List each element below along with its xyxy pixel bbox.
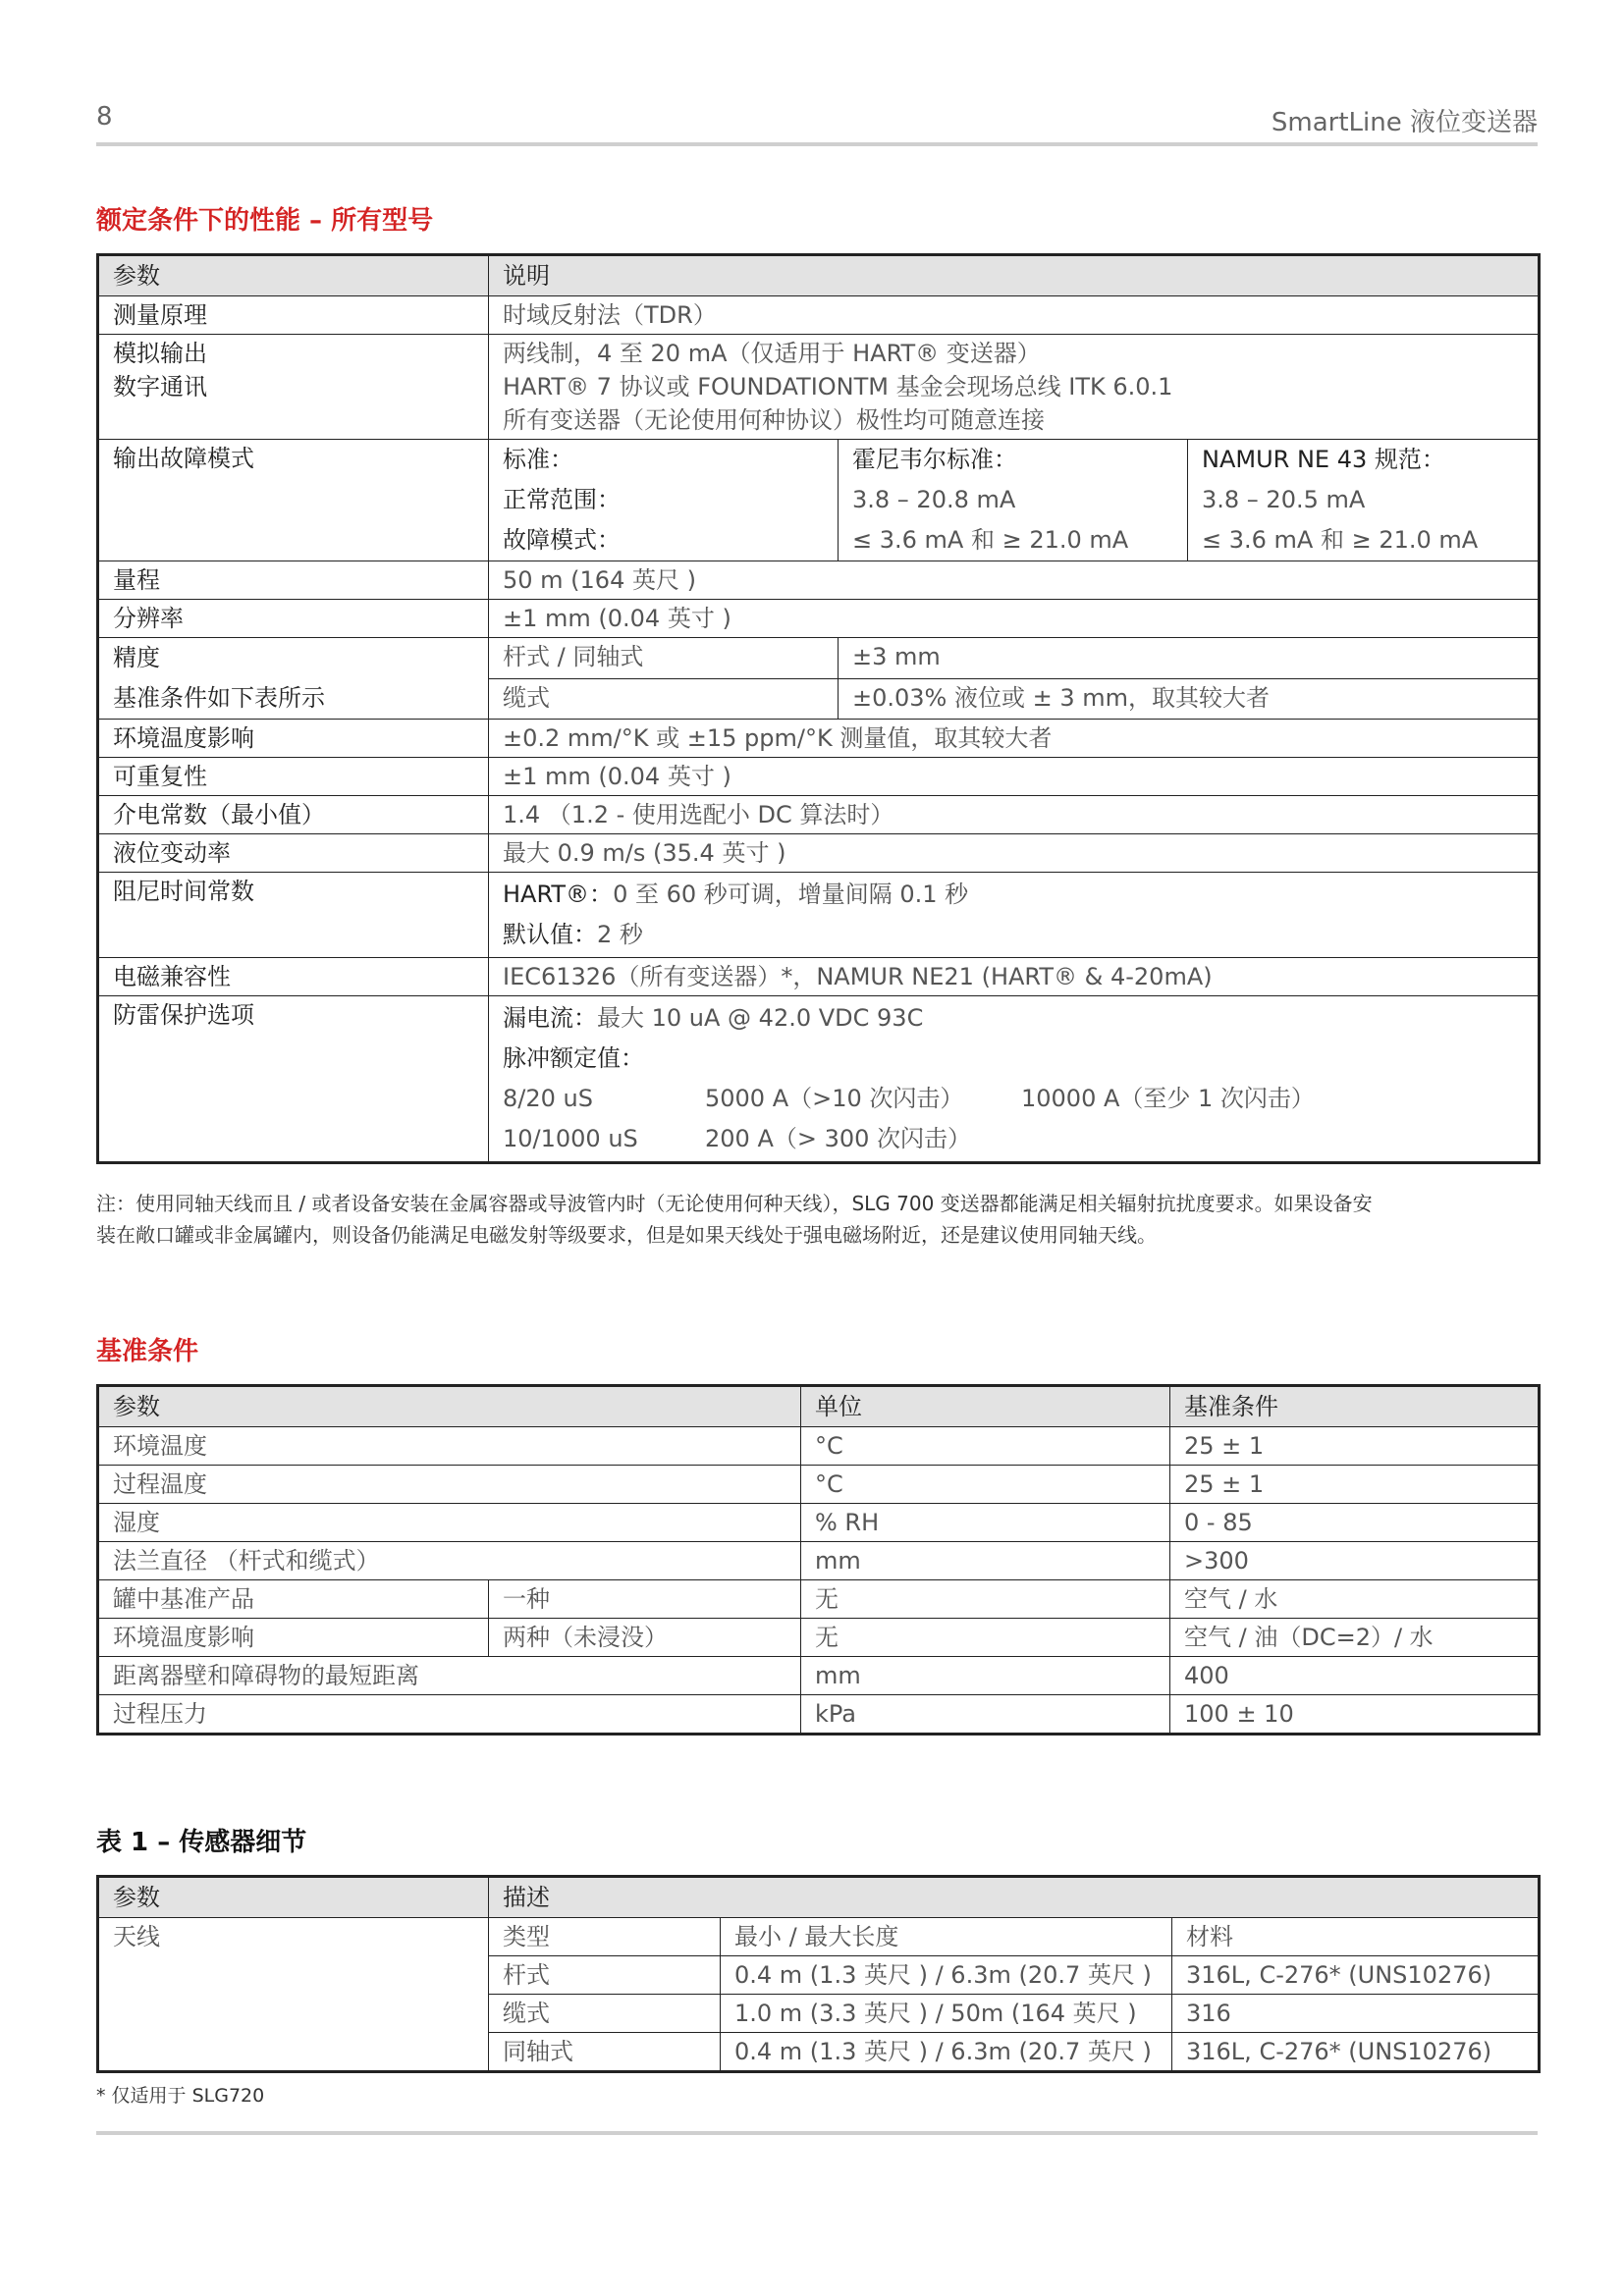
type-cell: 同轴式 <box>489 2033 721 2072</box>
row-value: 最大 0.9 m/s (35.4 英寸 ) <box>489 834 1540 873</box>
row-value <box>489 873 1540 958</box>
value-key: 默认值： <box>503 921 597 948</box>
header-param: 参数 <box>98 255 489 296</box>
value-line <box>503 998 1524 1039</box>
pulse-rating: 5000 A（>10 次闪击） <box>705 1085 964 1112</box>
row-label: 测量原理 <box>98 296 489 335</box>
table-row <box>98 1657 1540 1695</box>
row-value: ±1 mm (0.04 英寸 ) <box>489 758 1540 796</box>
unit-cell: kPa <box>801 1695 1170 1735</box>
value-line <box>503 1079 1524 1119</box>
unit-cell: mm <box>801 1657 1170 1695</box>
table-row <box>98 1466 1540 1504</box>
row-label: 防雷保护选项 <box>98 996 489 1163</box>
fault-cell: ≤ 3.6 mA 和 ≥ 21.0 mA <box>1202 526 1479 554</box>
row-value: 50 m (164 英尺 ) <box>489 561 1540 600</box>
fault-cell: 正常范围： <box>503 486 621 513</box>
table-row <box>98 1427 1540 1466</box>
table-row <box>98 796 1540 834</box>
row-label-line: 精度 <box>113 644 160 671</box>
material-cell: 316L, C-276* (UNS10276) <box>1172 2033 1540 2072</box>
row-label-line: 基准条件如下表所示 <box>113 684 325 712</box>
table-row <box>98 720 1540 758</box>
value-cell: 空气 / 油（DC=2）/ 水 <box>1170 1619 1540 1657</box>
value-cell: 25 ± 1 <box>1170 1466 1540 1504</box>
pulse-rating: 10000 A（至少 1 次闪击） <box>1021 1085 1315 1112</box>
table-row <box>98 1918 1540 1956</box>
value-cell: 25 ± 1 <box>1170 1427 1540 1466</box>
value-line: 两线制，4 至 20 mA（仅适用于 HART® 变送器） <box>503 340 1041 367</box>
accuracy-type: 杆式 / 同轴式 <box>489 638 839 679</box>
page-number: 8 <box>96 102 113 132</box>
header-divider <box>96 142 1538 146</box>
table-row <box>98 600 1540 638</box>
param-sub-cell: 一种 <box>489 1580 801 1619</box>
value-text: 0 至 60 秒可调，增量间隔 0.1 秒 <box>613 881 969 908</box>
value-cell: 100 ± 10 <box>1170 1695 1540 1735</box>
table-header-row <box>98 255 1540 296</box>
fault-cell: 3.8 – 20.8 mA <box>852 486 1016 513</box>
fault-cell: 3.8 – 20.5 mA <box>1202 486 1366 513</box>
value-cell: 400 <box>1170 1657 1540 1695</box>
param-cell: 罐中基准产品 <box>98 1580 489 1619</box>
fault-cell: 霍尼韦尔标准： <box>852 446 1017 473</box>
section-title-performance: 额定条件下的性能 – 所有型号 <box>96 206 434 236</box>
row-value: IEC61326（所有变送器）*，NAMUR NE21 (HART® & 4-20mA) <box>489 958 1540 996</box>
table-row <box>98 958 1540 996</box>
value-line: HART® 7 协议或 FOUNDATIONTM 基金会现场总线 ITK 6.0.1 <box>503 373 1173 400</box>
value-text: 2 秒 <box>597 921 643 948</box>
value-cell: >300 <box>1170 1542 1540 1580</box>
table-header-row <box>98 1386 1540 1427</box>
value-text: 最大 10 uA @ 42.0 VDC 93C <box>597 1004 924 1032</box>
row-label: 可重复性 <box>98 758 489 796</box>
table-row <box>98 1504 1540 1542</box>
table-row <box>98 638 1540 679</box>
fault-col-namur <box>1188 440 1540 561</box>
row-value: 时域反射法（TDR） <box>489 296 1540 335</box>
reference-table <box>96 1384 1541 1735</box>
type-cell: 杆式 <box>489 1956 721 1995</box>
length-cell: 0.4 m (1.3 英尺 ) / 6.3m (20.7 英尺 ) <box>721 2033 1172 2072</box>
param-cell: 环境温度 <box>98 1427 801 1466</box>
row-value <box>489 335 1540 440</box>
value-key: 漏电流： <box>503 1004 597 1032</box>
fault-col-honeywell <box>839 440 1188 561</box>
row-label: 分辨率 <box>98 600 489 638</box>
table-row <box>98 873 1540 958</box>
fault-col-labels <box>489 440 839 561</box>
row-label <box>98 335 489 440</box>
table-row <box>98 296 1540 335</box>
param-cell: 过程压力 <box>98 1695 801 1735</box>
param-cell: 湿度 <box>98 1504 801 1542</box>
table-row <box>98 758 1540 796</box>
row-label: 电磁兼容性 <box>98 958 489 996</box>
value-line <box>503 915 1524 955</box>
param-cell: 环境温度影响 <box>98 1619 489 1657</box>
table-row <box>98 335 1540 440</box>
header-param: 参数 <box>98 1386 801 1427</box>
fault-cell: 标准： <box>503 446 573 473</box>
row-label: 介电常数（最小值） <box>98 796 489 834</box>
row-value <box>489 996 1540 1163</box>
row-label-line: 数字通讯 <box>113 373 207 400</box>
type-cell: 缆式 <box>489 1995 721 2033</box>
performance-table <box>96 253 1541 1164</box>
header-desc: 说明 <box>489 255 1540 296</box>
pulse-rating: 200 A（> 300 次闪击） <box>705 1125 972 1152</box>
row-label-line: 模拟输出 <box>113 340 207 367</box>
value-line: 所有变送器（无论使用何种协议）极性均可随意连接 <box>503 406 1045 434</box>
accuracy-value: ±0.03% 液位或 ± 3 mm，取其较大者 <box>839 678 1540 720</box>
row-label: 输出故障模式 <box>98 440 489 561</box>
accuracy-type: 缆式 <box>489 678 839 720</box>
header-reference: 基准条件 <box>1170 1386 1540 1427</box>
param-cell: 距离器壁和障碍物的最短距离 <box>98 1657 801 1695</box>
table-row <box>98 440 1540 561</box>
note-line: 装在敞口罐或非金属罐内，则设备仍能满足电磁发射等级要求，但是如果天线处于强电磁场附近，还是建议使用同轴天线。 <box>96 1223 1157 1247</box>
note-paragraph <box>96 1188 1540 1251</box>
unit-cell: mm <box>801 1542 1170 1580</box>
unit-cell: °C <box>801 1466 1170 1504</box>
note-line: 注：使用同轴天线而且 / 或者设备安装在金属容器或导波管内时（无论使用何种天线），SLG 700 变送器都能满足相关辐射抗扰度要求。如果设备安 <box>96 1192 1373 1215</box>
param-cell: 过程温度 <box>98 1466 801 1504</box>
subheader-type: 类型 <box>489 1918 721 1956</box>
pulse-waveform: 8/20 uS <box>503 1085 593 1112</box>
unit-cell: 无 <box>801 1619 1170 1657</box>
material-cell: 316L, C-276* (UNS10276) <box>1172 1956 1540 1995</box>
value-cell: 0 - 85 <box>1170 1504 1540 1542</box>
header-unit: 单位 <box>801 1386 1170 1427</box>
unit-cell: 无 <box>801 1580 1170 1619</box>
row-label <box>98 638 489 720</box>
sensor-table <box>96 1875 1541 2073</box>
row-label: 量程 <box>98 561 489 600</box>
material-cell: 316 <box>1172 1995 1540 2033</box>
table-row <box>98 1619 1540 1657</box>
value-line <box>503 1119 1524 1159</box>
header-param: 参数 <box>98 1877 489 1918</box>
value-line <box>503 875 1524 915</box>
subheader-material: 材料 <box>1172 1918 1540 1956</box>
table-row <box>98 1542 1540 1580</box>
table-row <box>98 1695 1540 1735</box>
row-label: 液位变动率 <box>98 834 489 873</box>
pulse-waveform: 10/1000 uS <box>503 1125 638 1152</box>
length-cell: 1.0 m (3.3 英尺 ) / 50m (164 英尺 ) <box>721 1995 1172 2033</box>
row-value: 1.4 （1.2 - 使用选配小 DC 算法时） <box>489 796 1540 834</box>
table-header-row <box>98 1877 1540 1918</box>
subheader-length: 最小 / 最大长度 <box>721 1918 1172 1956</box>
length-cell: 0.4 m (1.3 英尺 ) / 6.3m (20.7 英尺 ) <box>721 1956 1172 1995</box>
table-row <box>98 1580 1540 1619</box>
fault-cell: NAMUR NE 43 规范： <box>1202 446 1445 473</box>
value-line: 脉冲额定值： <box>503 1044 644 1072</box>
table-row <box>98 561 1540 600</box>
unit-cell: °C <box>801 1427 1170 1466</box>
section-title-reference: 基准条件 <box>96 1337 199 1366</box>
value-cell: 空气 / 水 <box>1170 1580 1540 1619</box>
table-row <box>98 834 1540 873</box>
fault-cell: ≤ 3.6 mA 和 ≥ 21.0 mA <box>852 526 1129 554</box>
footnote: * 仅适用于 SLG720 <box>96 2085 265 2107</box>
param-cell: 天线 <box>98 1918 489 2072</box>
value-key: HART®： <box>503 881 614 908</box>
row-label: 环境温度影响 <box>98 720 489 758</box>
param-sub-cell: 两种（未浸没） <box>489 1619 801 1657</box>
unit-cell: % RH <box>801 1504 1170 1542</box>
row-value: ±1 mm (0.04 英寸 ) <box>489 600 1540 638</box>
section-title-sensor: 表 1 – 传感器细节 <box>96 1828 307 1857</box>
row-label: 阻尼时间常数 <box>98 873 489 958</box>
header-desc: 描述 <box>489 1877 1540 1918</box>
table-row <box>98 996 1540 1163</box>
accuracy-value: ±3 mm <box>839 638 1540 679</box>
footer-divider <box>96 2131 1538 2135</box>
document-title: SmartLine 液位变送器 <box>1271 108 1538 137</box>
row-value: ±0.2 mm/°K 或 ±15 ppm/°K 测量值，取其较大者 <box>489 720 1540 758</box>
param-cell: 法兰直径 （杆式和缆式） <box>98 1542 801 1580</box>
fault-cell: 故障模式： <box>503 526 621 554</box>
